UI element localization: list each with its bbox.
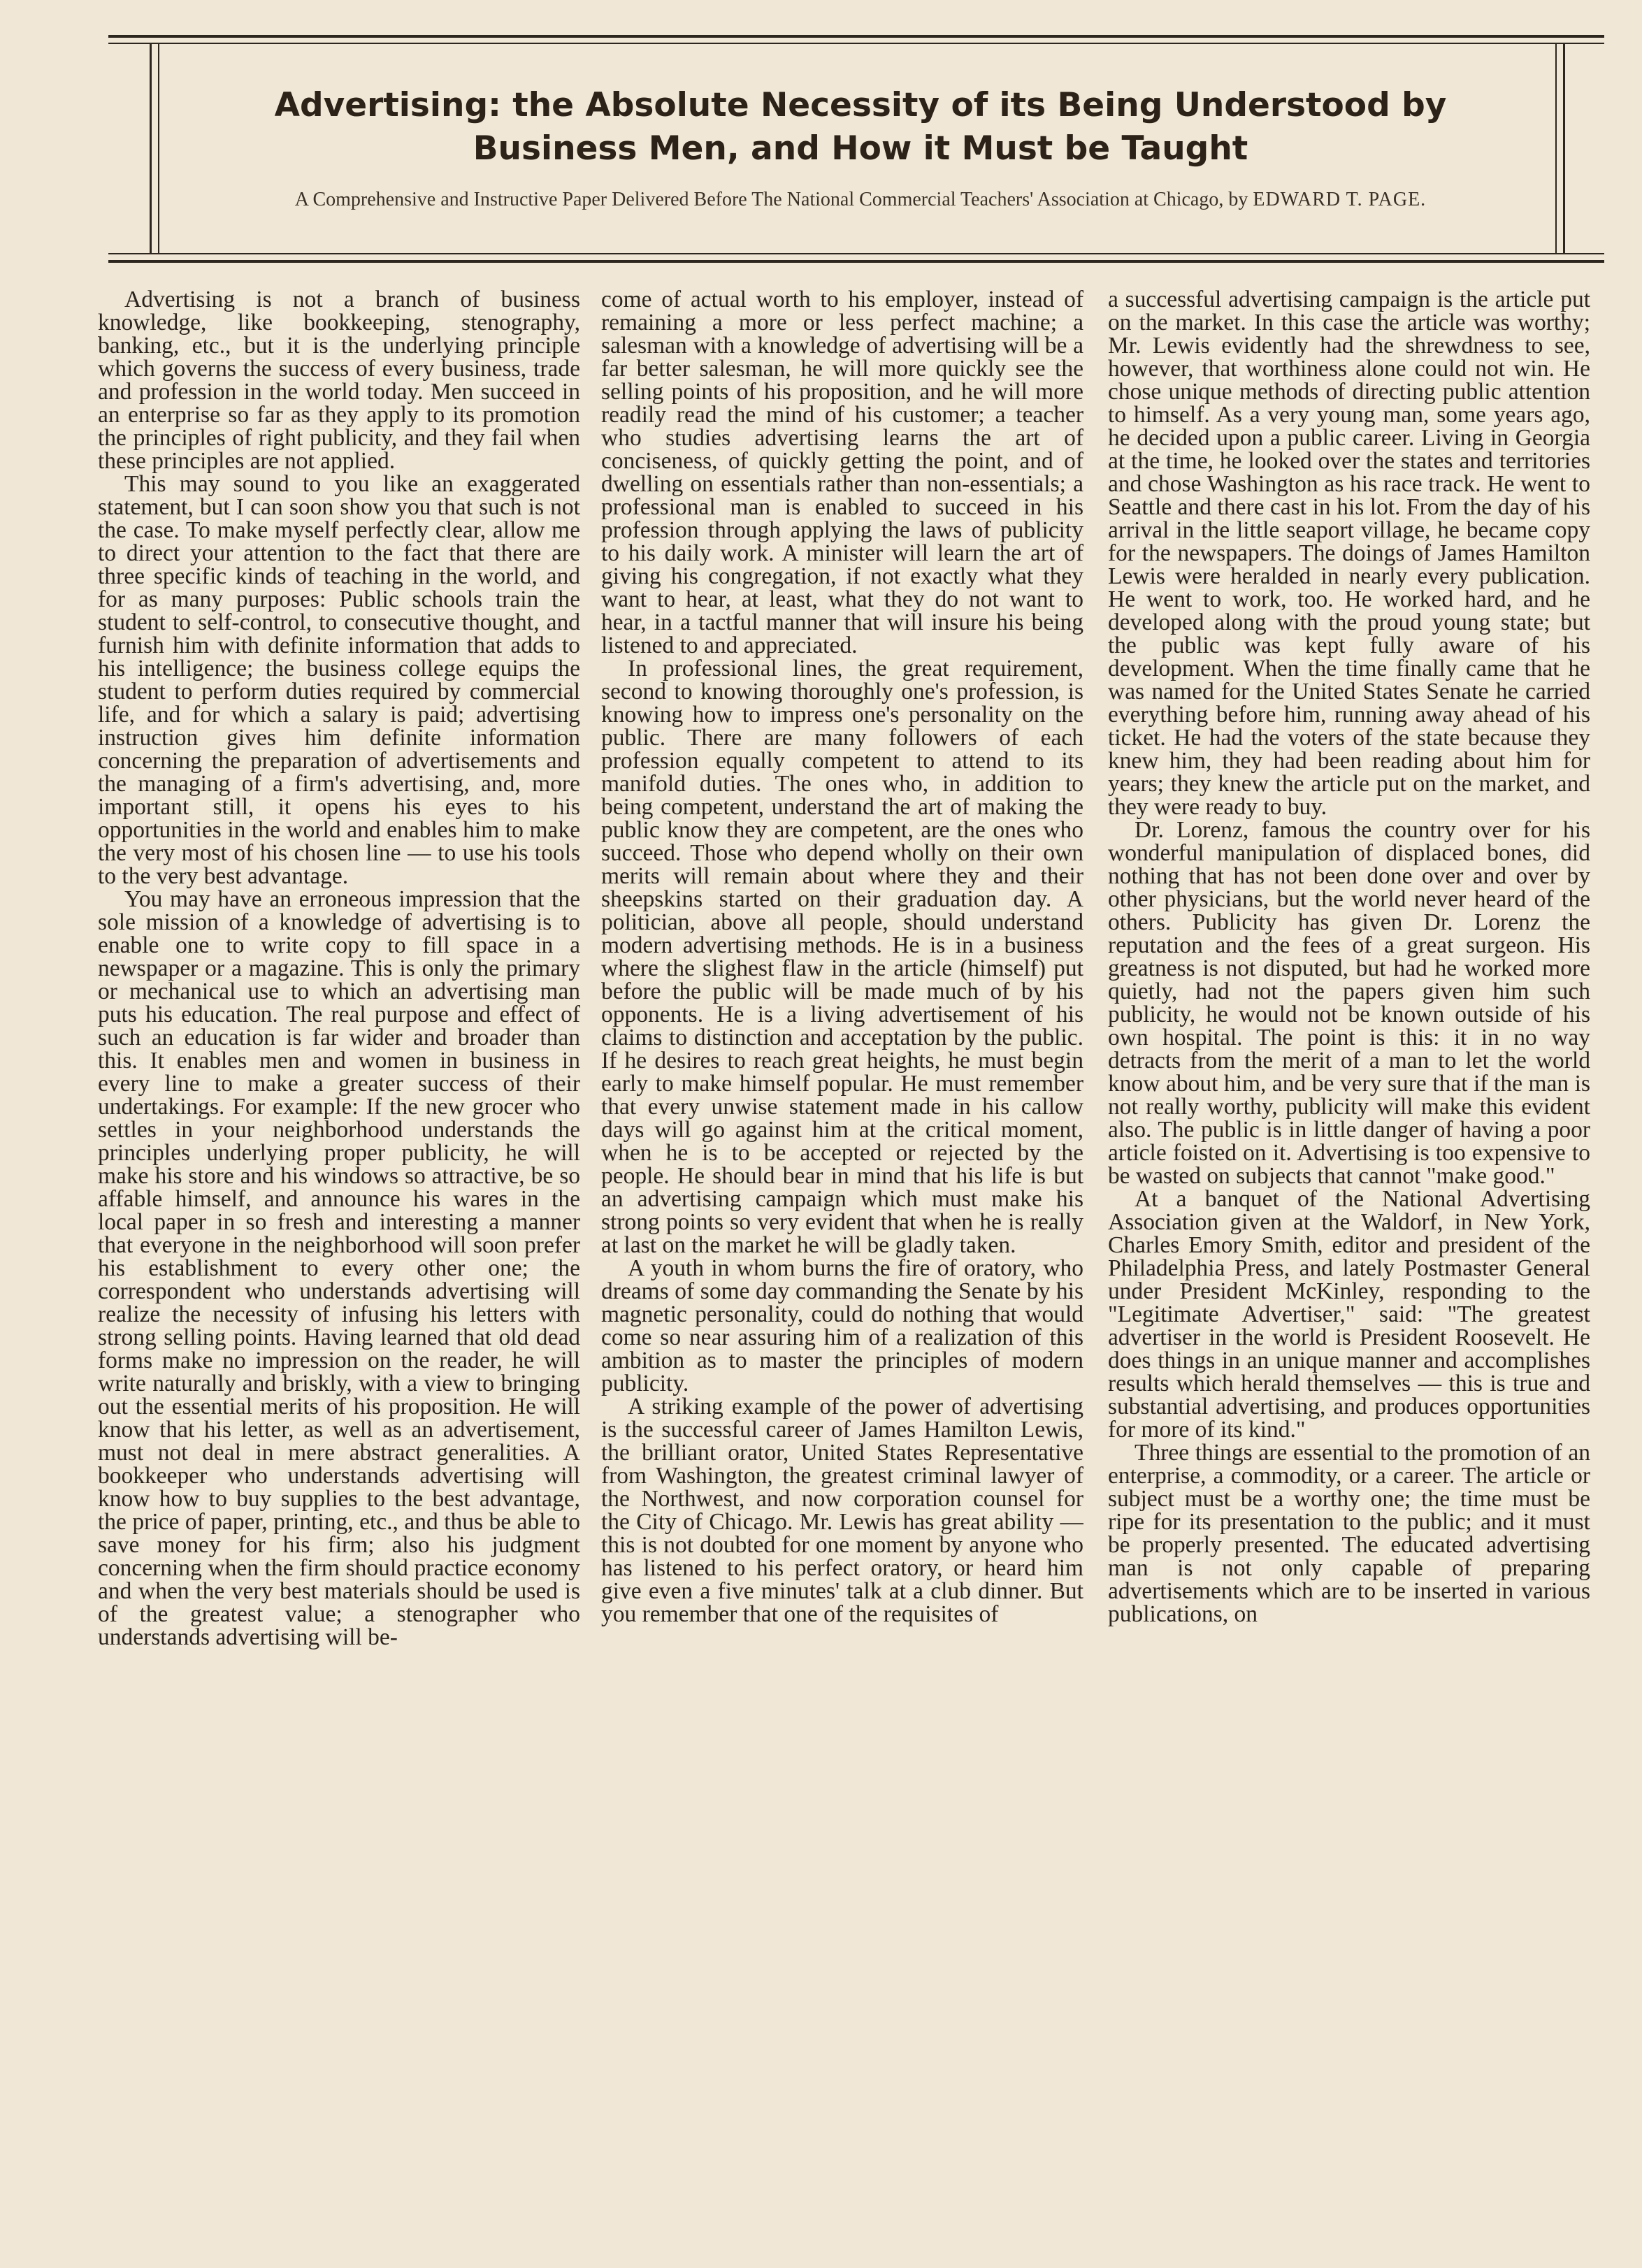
paragraph: Dr. Lorenz, famous the country over for his wonderful manipulation of displaced bones, did nothing that has not been done over and over by other physicians, but the world never heard of the others. Publicity has given Dr. Lorenz the reputation and the fees of a great surgeon. His greatness is not disputed, but had he worked more quietly, had not the papers given him such publicity, he would not be known outside of his own hospital. The point is this: it in no way detracts from the merit of a man to let the world know about him, and be very sure that if the man is not really worthy, publicity will make this evident also. The public is in little danger of having a poor article foisted on it. Advertising is too expensive to be wasted on subjects that cannot "make good.": [1108, 817, 1590, 1189]
paragraph: In professional lines, the great requirement, second to knowing thoroughly one's profession, is knowing how to impress one's personality on the public. There are many followers of each profession equally competent to attend to its manifold duties. The ones who, in addition to being competent, understand the art of making the public know they are competent, are the ones who succeed. Those who depend wholly on their own merits will remain about where they and their sheepskins started on their graduation day. A politician, above all people, should understand modern advertising methods. He is in a business where the slighest flaw in the article (himself) put before the public will be made much of by his opponents. He is a living advertisement of his claims to distinction and acceptation by the public. If he desires to reach great heights, he must begin early to make himself popular. He must remember that every unwise statement made in his callow days will go against him at the critical moment, when he is to be accepted or rejected by the people. He should bear in mind that his life is but an advertising campaign which must make his strong points so very evident that when he is really at last on the market he will be gladly taken.: [601, 656, 1083, 1258]
header-left-rule-inner: [158, 44, 159, 254]
author-name: EDWARD T. PAGE.: [1253, 188, 1427, 210]
paragraph: a successful advertising campaign is the article put on the market. In this case the article was worthy; Mr. Lewis evidently had the shrewdness to see, however, that worthiness alone could not win. He chose unique methods of directing public attention to himself. As a very young man, some years ago, he decided upon a public career. Living in Georgia at the time, he looked over the states and territories and chose Washington as his race track. He went to Seattle and there cast in his lot. From the day of his arrival in the little seaport village, he became copy for the newspapers. The doings of James Hamilton Lewis were heralded in nearly every publication. He went to work, too. He worked hard, and he developed along with the proud young state; but the public was kept fully aware of his development. When the time finally came that he was named for the United States Senate he carried everything before him, running away ahead of his ticket. He had the voters of the state because they knew him, they had been reading about him for years; they knew the article put on the market, and they were ready to buy.: [1108, 288, 1590, 820]
paragraph: Advertising is not a branch of business knowledge, like bookkeeping, stenography, banking, etc., but it is the underlying principle which governs the success of every business, trade and profession in the world today. Men succeed in an enterprise so far as they apply to its promotion the principles of right publicity, and they fail when these principles are not applied.: [98, 288, 580, 474]
header-right-rule: [1563, 44, 1565, 254]
article-title: Advertising: the Absolute Necessity of its Being Understood by Business Men, and How it Must be Taught: [274, 85, 1447, 168]
paragraph: A striking example of the power of advertising is the successful career of James Hamilton Lewis, the brilliant orator, United States Representative from Washington, the greatest criminal lawyer of the Northwest, and now corporation counsel for the City of Chicago. Mr. Lewis has great ability — this is not doubted for one moment by anyone who has listened to his perfect oratory, or heard him give even a five minutes' talk at a club dinner. But you remember that one of the requisites of: [601, 1394, 1083, 1627]
column-3: [1108, 288, 1590, 2105]
paragraph: You may have an erroneous impression that the sole mission of a knowledge of advertising is to enable one to write copy to fill space in a newspaper or a magazine. This is only the primary or mechanical use to which an advertising man puts his education. The real purpose and effect of such an education is far wider and broader than this. It enables men and women in business in every line to make a greater success of their undertakings. For example: If the new grocer who settles in your neighborhood understands the principles underlying proper publicity, he will make his store and his windows so attractive, be so affable himself, and announce his wares in the local paper in so fresh and interesting a manner that everyone in the neighborhood will soon prefer his establishment to every other one; the correspondent who understands advertising will realize the necessity of infusing his letters with strong selling points. Having learned that old dead forms make no impression on the reader, he will write naturally and briskly, with a view to bringing out the essential merits of his proposition. He will know that his letter, as well as an advertisement, must not deal in mere abstract generalities. A bookkeeper who understands advertising will know how to buy supplies to the best advantage, the price of paper, printing, etc., and thus be able to save money for his firm; also his judgment concerning when the firm should practice economy and when the very best materials should be used is of the greatest value; a stenographer who understands advertising will be-: [98, 886, 580, 1650]
article-header: [168, 44, 1553, 252]
column-2: [601, 288, 1083, 2105]
header-bottom-rule-inner: [108, 253, 1604, 254]
subtitle-text: A Comprehensive and Instructive Paper Delivered Before The National Commercial Teachers' Association at Chicago, by: [294, 188, 1248, 210]
paragraph: A youth in whom burns the fire of oratory, who dreams of some day commanding the Senate by his magnetic personality, could do nothing that would come so near assuring him of a realization of this ambition as to master the principles of modern publicity.: [601, 1255, 1083, 1396]
column-1: [98, 288, 580, 2105]
header-right-rule-inner: [1555, 44, 1557, 254]
header-top-rule: [108, 35, 1604, 38]
paragraph: Three things are essential to the promotion of an enterprise, a commodity, or a career. The article or subject must be a worthy one; the time must be ripe for its presentation to the public; and it must be properly presented. The educated advertising man is not only capable of preparing advertisements which are to be inserted in various publications, on: [1108, 1440, 1590, 1627]
paragraph: This may sound to you like an exaggerated statement, but I can soon show you that such is not the case. To make myself perfectly clear, allow me to direct your attention to the fact that there are three specific kinds of teaching in the world, and for as many purposes: Public schools train the student to self-control, to consecutive thought, and furnish him with definite information that adds to his intelligence; the business college equips the student to perform duties required by commercial life, and for which a salary is paid; advertising instruction gives him definite information concerning the preparation of advertisements and the managing of a firm's advertising, and, more important still, it opens his eyes to his opportunities in the world and enables him to make the very most of his chosen line — to use his tools to the very best advantage.: [98, 471, 580, 889]
paragraph: come of actual worth to his employer, instead of remaining a more or less perfect machine; a salesman with a knowledge of advertising will be a far better salesman, he will more quickly see the selling points of his proposition, and he will more readily read the mind of his customer; a teacher who studies advertising learns the art of conciseness, of quickly getting the point, and of dwelling on essentials rather than non-essentials; a professional man is enabled to succeed in his profession through applying the laws of publicity to his daily work. A minister will learn the art of giving his congregation, if not exactly what they want to hear, at least, what they do not want to hear, in a tactful manner that will insure his being listened to and appreciated.: [601, 288, 1083, 658]
paragraph: At a banquet of the National Advertising Association given at the Waldorf, in New York, Charles Emory Smith, editor and president of the Philadelphia Press, and lately Postmaster General under President McKinley, responding to the "Legitimate Advertiser," said: "The greatest advertiser in the world is President Roosevelt. He does things in an unique manner and accomplishes results which herald themselves — this is true and substantial advertising, and produces opportunities for more of its kind.": [1108, 1186, 1590, 1443]
header-bottom-rule: [108, 260, 1604, 263]
article-subtitle: [245, 187, 1476, 212]
header-left-rule: [150, 44, 152, 254]
